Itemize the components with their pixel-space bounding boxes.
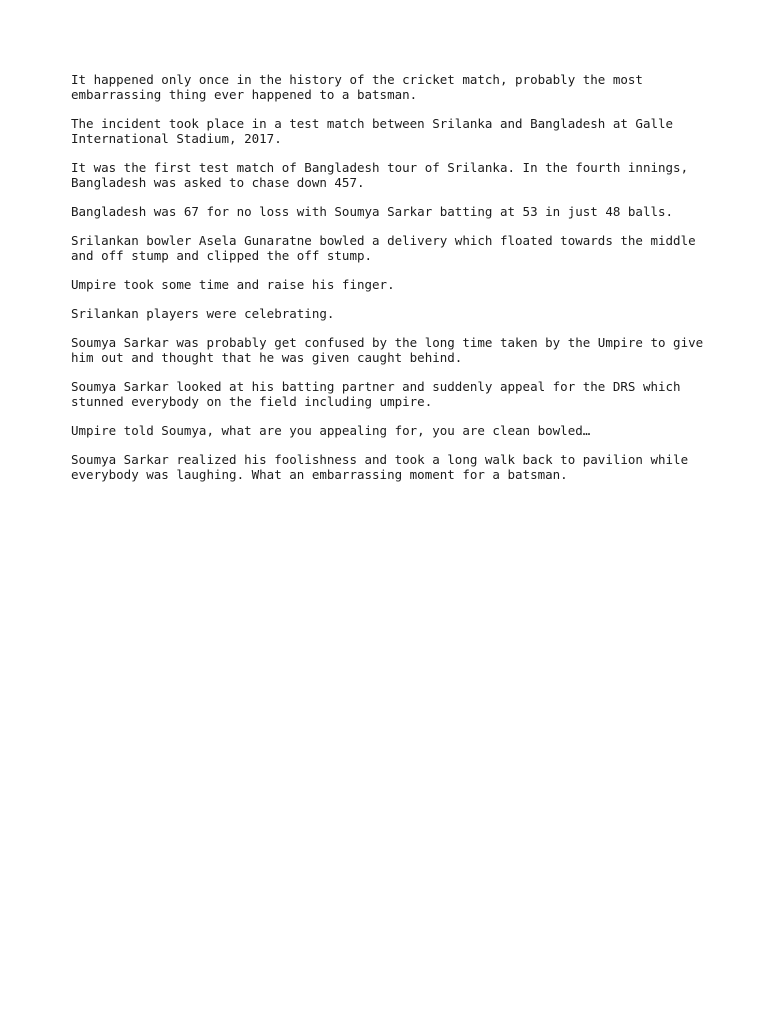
paragraph-9: Soumya Sarkar looked at his batting partner and suddenly appeal for the DRS which stunned everybody on the field including umpire. bbox=[71, 379, 681, 409]
paragraph-11: Soumya Sarkar realized his foolishness and took a long walk back to pavilion while everybody was laughing. What an embarrassing moment for a batsman. bbox=[71, 452, 689, 482]
document-body bbox=[71, 72, 711, 496]
paragraph-10: Umpire told Soumya, what are you appealing for, you are clean bowled… bbox=[71, 423, 591, 438]
paragraph-7: Srilankan players were celebrating. bbox=[71, 306, 335, 321]
paragraph-6: Umpire took some time and raise his finger. bbox=[71, 277, 395, 292]
paragraph-8: Soumya Sarkar was probably get confused by the long time taken by the Umpire to give him out and thought that he was given caught behind. bbox=[71, 335, 704, 365]
paragraph-3: It was the first test match of Bangladesh tour of Srilanka. In the fourth innings, Bangladesh was asked to chase down 457. bbox=[71, 160, 689, 190]
paragraph-4: Bangladesh was 67 for no loss with Soumya Sarkar batting at 53 in just 48 balls. bbox=[71, 204, 674, 219]
paragraph-2: The incident took place in a test match between Srilanka and Bangladesh at Galle International Stadium, 2017. bbox=[71, 116, 674, 146]
paragraph-1: It happened only once in the history of the cricket match, probably the most embarrassing thing ever happened to a batsman. bbox=[71, 72, 643, 102]
paragraph-5: Srilankan bowler Asela Gunaratne bowled a delivery which floated towards the middle and off stump and clipped the off stump. bbox=[71, 233, 696, 263]
